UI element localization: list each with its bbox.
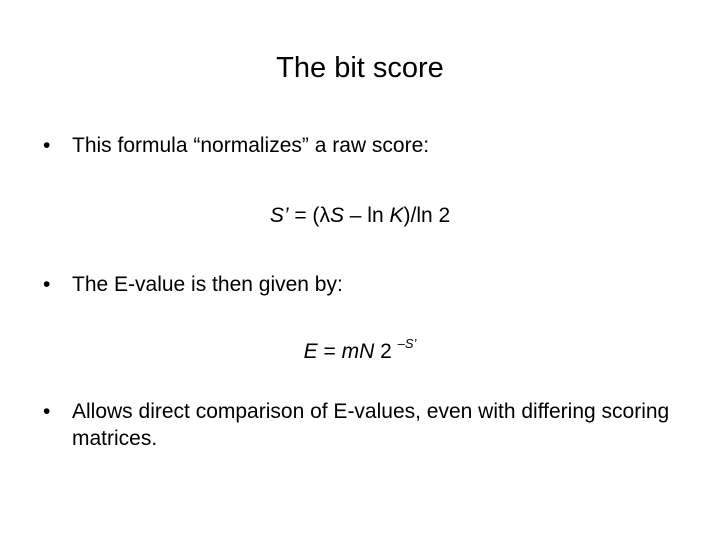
formula-exponent: –S’ xyxy=(397,336,417,351)
bit-score-formula xyxy=(0,202,720,229)
bullet-text: Allows direct comparison of E-values, even with differing scoring matrices. xyxy=(72,400,670,450)
bullet-icon: • xyxy=(43,134,51,157)
formula-e: E xyxy=(303,340,318,363)
bullet-item xyxy=(43,132,693,159)
bullet-item xyxy=(43,398,693,452)
slide-title: The bit score xyxy=(276,52,444,84)
formula-m: m xyxy=(341,340,360,363)
formula-s: S xyxy=(329,204,344,227)
bullet-text: This formula “normalizes” a raw score: xyxy=(72,134,430,157)
bullet-text: The E-value is then given by: xyxy=(72,273,343,296)
formula-base: 2 xyxy=(374,340,398,363)
formula-equals-open: = ( xyxy=(288,204,320,227)
e-value-formula xyxy=(0,338,720,367)
formula-s-prime: S’ xyxy=(269,204,289,227)
bullet-item xyxy=(43,271,693,298)
formula-k: K xyxy=(389,204,404,227)
formula-lambda: λ xyxy=(319,204,330,227)
formula-minus-ln: – ln xyxy=(343,204,390,227)
bullet-icon: • xyxy=(43,273,51,296)
bullet-icon: • xyxy=(43,400,51,423)
formula-n: N xyxy=(359,340,375,363)
formula-tail: )/ln 2 xyxy=(403,204,451,227)
formula-equals: = xyxy=(317,340,342,363)
